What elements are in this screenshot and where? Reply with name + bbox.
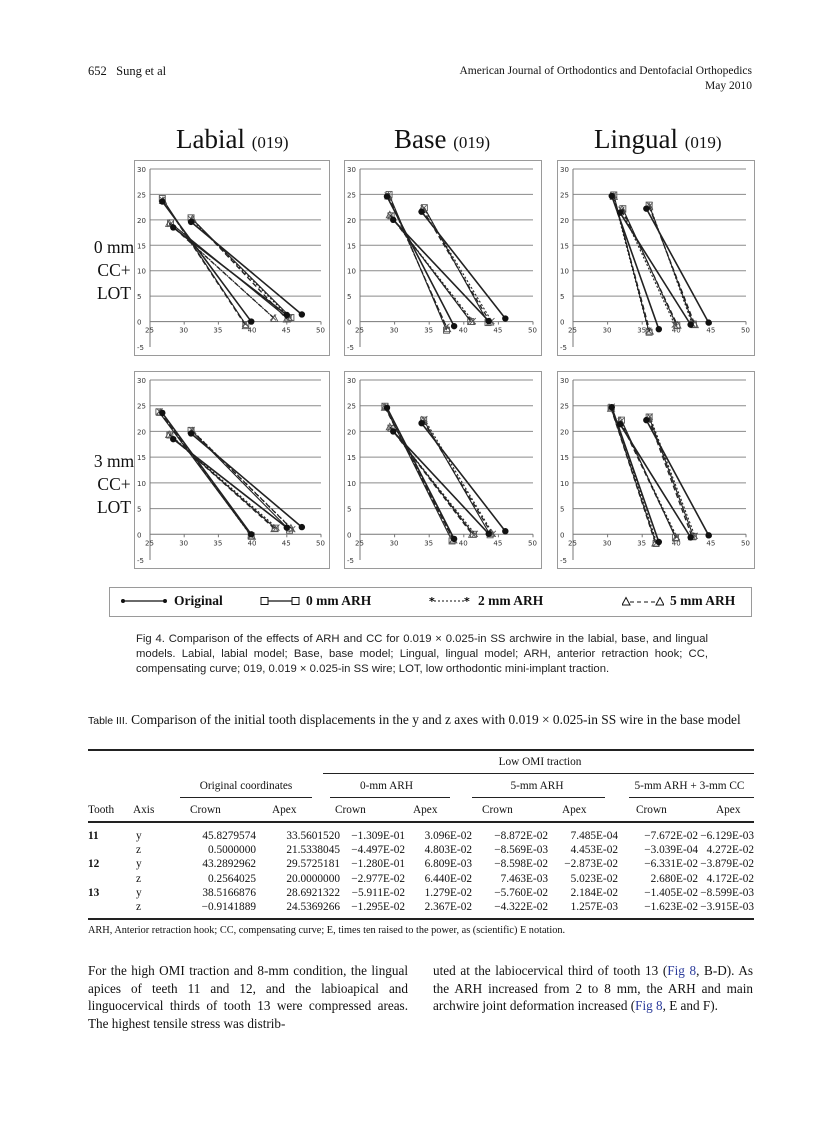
body-text: , E and F). (662, 998, 718, 1014)
table-label: Table III. (88, 715, 128, 727)
value-cell: −1.295E-02 (351, 901, 405, 913)
value-cell: −3.915E-03 (700, 901, 754, 913)
svg-text:25: 25 (568, 539, 577, 548)
value-cell: 43.2892962 (202, 858, 256, 871)
value-cell: −8.872E-02 (494, 830, 548, 842)
original-line-icon (120, 596, 168, 606)
value-cell: 29.5725181 (286, 858, 340, 871)
svg-text:50: 50 (741, 539, 750, 548)
svg-text:40: 40 (458, 326, 468, 335)
value-cell: −6.331E-02 (644, 858, 698, 871)
group-header-5mm: 5-mm ARH (510, 780, 564, 792)
group-rule (180, 797, 312, 798)
svg-text:0: 0 (137, 531, 142, 540)
data-table (88, 753, 754, 923)
svg-text:0: 0 (137, 318, 142, 327)
svg-text:10: 10 (347, 267, 356, 276)
legend-label: 2 mm ARH (478, 593, 544, 608)
svg-text:5: 5 (137, 505, 142, 514)
axis-cell: y (136, 858, 142, 871)
value-cell: 6.440E-02 (424, 872, 472, 885)
table-title (88, 711, 754, 730)
axis-cell: y (136, 830, 142, 842)
svg-text:20: 20 (560, 216, 569, 225)
svg-text:10: 10 (137, 479, 146, 488)
svg-text:-5: -5 (137, 344, 144, 352)
svg-text:25: 25 (347, 191, 356, 200)
value-cell: −3.879E-02 (700, 858, 754, 871)
svg-text:30: 30 (137, 166, 146, 174)
title-main: Labial (176, 124, 245, 154)
value-cell: 20.0000000 (286, 872, 340, 885)
value-cell: 24.5369266 (286, 901, 340, 913)
chart-base-0mm (344, 160, 542, 356)
svg-text:45: 45 (281, 326, 291, 335)
svg-text:5: 5 (560, 505, 565, 514)
svg-text:-5: -5 (347, 344, 354, 352)
svg-text:45: 45 (493, 326, 503, 335)
value-cell: −5.760E-02 (494, 886, 548, 899)
svg-text:25: 25 (137, 402, 146, 411)
value-cell: 4.803E-02 (424, 844, 472, 857)
svg-text:30: 30 (602, 326, 612, 335)
svg-text:50: 50 (528, 539, 537, 548)
svg-text:30: 30 (179, 539, 189, 548)
axis-cell: z (136, 901, 142, 913)
svg-text:30: 30 (389, 326, 399, 335)
triangle-marker-dashed-line-icon (622, 596, 664, 606)
title-sub: (019) (684, 133, 722, 152)
tooth-cell: 11 (88, 830, 99, 842)
axis-cell: y (136, 886, 142, 899)
journal-name: American Journal of Orthodontics and Dentofacial Orthopedics (459, 65, 752, 77)
svg-text:35: 35 (424, 539, 434, 548)
svg-text:30: 30 (602, 539, 612, 548)
running-header-left: 652 Sung et al (88, 64, 167, 78)
svg-text:30: 30 (347, 166, 356, 174)
value-cell: −5.911E-02 (351, 886, 405, 899)
svg-text:45: 45 (706, 539, 716, 548)
legend-2mm-arh (428, 593, 543, 609)
row-label-line: CC+ (97, 260, 131, 280)
title-main: Lingual (594, 124, 678, 154)
group-rule (472, 797, 605, 798)
svg-text:15: 15 (137, 242, 146, 251)
svg-text:30: 30 (179, 326, 189, 335)
row-label-line: 3 mm (93, 451, 135, 471)
value-cell: −2.977E-02 (351, 872, 405, 885)
svg-text:40: 40 (671, 539, 681, 548)
chart-legend (109, 587, 752, 617)
svg-text:50: 50 (741, 326, 750, 335)
column-title-labial (176, 124, 289, 155)
svg-text:5: 5 (560, 293, 565, 302)
value-cell: −0.9141889 (201, 901, 256, 913)
col-header-apex: Apex (716, 804, 741, 816)
svg-text:45: 45 (493, 539, 503, 548)
column-title-base (394, 124, 490, 155)
legend-original (120, 593, 223, 609)
svg-text:25: 25 (347, 402, 356, 411)
svg-text:20: 20 (137, 428, 146, 437)
svg-text:35: 35 (213, 539, 223, 548)
row-label-line: 0 mm (93, 237, 135, 257)
axis-cell: z (136, 872, 142, 885)
value-cell: 5.023E-02 (570, 872, 618, 885)
svg-text:50: 50 (528, 326, 537, 335)
super-header: Low OMI traction (498, 756, 582, 768)
legend-label: Original (174, 593, 223, 608)
svg-text:15: 15 (347, 242, 356, 251)
title-sub: (019) (453, 133, 491, 152)
figure-link[interactable]: Fig 8 (667, 963, 697, 978)
value-cell: −4.497E-02 (351, 844, 405, 857)
value-cell: 4.272E-02 (706, 844, 754, 857)
legend-5mm-arh (622, 593, 735, 609)
svg-text:-5: -5 (560, 344, 567, 352)
value-cell: −4.322E-02 (494, 901, 548, 913)
body-text-left: For the high OMI traction and 8-mm condition, the lingual apices of teeth 11 and 12, and the labioapical and linguocervical thirds of tooth 13 were compressed areas. The highest tensile stress was distrib- (88, 963, 408, 1031)
svg-text:10: 10 (347, 479, 356, 488)
value-cell: −1.623E-02 (644, 901, 698, 913)
legend-label: 5 mm ARH (670, 593, 736, 608)
col-header-crown: Crown (636, 804, 667, 816)
value-cell: −8.598E-02 (494, 858, 548, 871)
chart-lingual-3mm (557, 371, 755, 569)
value-cell: −7.672E-02 (644, 830, 698, 842)
group-rule (330, 797, 450, 798)
value-cell: 3.096E-02 (424, 830, 472, 842)
figure-caption: Fig 4. Comparison of the effects of ARH and CC for 0.019 × 0.025-in SS archwire in the labial, base, and lingual models. Labial, labial model; Base, base model; Lingual, lingual model; ARH, anterior retraction hook; CC, compensating curve; 019, 0.019 × 0.025-in SS wire; LOT, low orthodontic mini-implant traction. (136, 633, 708, 676)
svg-text:0: 0 (560, 531, 565, 540)
svg-text:25: 25 (355, 539, 364, 548)
row-label-line: CC+ (97, 474, 131, 494)
svg-text:35: 35 (637, 539, 647, 548)
svg-text:*: * (429, 596, 435, 606)
value-cell: 1.257E-03 (570, 901, 618, 913)
value-cell: −8.569E-03 (494, 844, 548, 857)
value-cell: −6.129E-03 (700, 830, 754, 842)
asterisk-marker-dotted-line-icon (428, 596, 472, 606)
value-cell: −8.599E-03 (700, 886, 754, 899)
svg-text:0: 0 (347, 318, 352, 327)
title-sub: (019) (251, 133, 289, 152)
svg-text:25: 25 (137, 191, 146, 200)
value-cell: 28.6921322 (286, 886, 340, 899)
svg-text:15: 15 (560, 242, 569, 251)
col-header-apex: Apex (272, 804, 297, 816)
value-cell: 7.463E-03 (500, 872, 548, 885)
svg-text:10: 10 (137, 267, 146, 276)
figure-link[interactable]: Fig 8 (635, 998, 663, 1014)
svg-text:25: 25 (560, 191, 569, 200)
tooth-cell: 12 (88, 858, 100, 871)
value-cell: 21.5338045 (286, 844, 340, 857)
body-text: uted at the labiocervical third of tooth 13 ( (433, 963, 668, 978)
value-cell: −1.309E-01 (351, 830, 405, 842)
value-cell: 0.2564025 (207, 872, 256, 885)
svg-text:40: 40 (247, 539, 257, 548)
svg-text:30: 30 (389, 539, 399, 548)
tooth-cell: 13 (88, 886, 100, 899)
header-bottom-rule (88, 821, 754, 823)
value-cell: 6.809E-03 (424, 858, 472, 871)
svg-text:30: 30 (137, 377, 146, 385)
svg-text:45: 45 (281, 539, 291, 548)
col-header-apex: Apex (413, 804, 438, 816)
square-marker-line-icon (260, 596, 300, 606)
value-cell: 4.172E-02 (706, 872, 754, 885)
col-header-crown: Crown (335, 804, 366, 816)
svg-text:*: * (464, 596, 470, 606)
svg-text:5: 5 (137, 293, 142, 302)
value-cell: 33.5601520 (286, 830, 340, 842)
value-cell: −1.280E-01 (351, 858, 405, 871)
value-cell: 45.8279574 (202, 830, 256, 842)
svg-text:10: 10 (560, 479, 569, 488)
svg-text:35: 35 (637, 326, 647, 335)
group-rule (629, 797, 754, 798)
svg-text:25: 25 (560, 402, 569, 411)
svg-text:20: 20 (347, 216, 356, 225)
col-header-crown: Crown (482, 804, 513, 816)
value-cell: 1.279E-02 (424, 886, 472, 899)
value-cell: 2.367E-02 (424, 901, 472, 913)
group-header-5mm-3cc: 5-mm ARH + 3-mm CC (634, 780, 745, 792)
table-top-rule (88, 749, 754, 751)
svg-text:-5: -5 (137, 557, 144, 565)
value-cell: 4.453E-02 (570, 844, 618, 857)
svg-text:20: 20 (347, 428, 356, 437)
value-cell: −2.873E-02 (564, 858, 618, 871)
svg-text:40: 40 (247, 326, 257, 335)
col-header-axis: Axis (133, 804, 155, 816)
svg-text:30: 30 (347, 377, 356, 385)
group-header-0mm: 0-mm ARH (359, 780, 414, 792)
running-header-right (459, 64, 752, 94)
chart-labial-0mm (134, 160, 330, 356)
svg-text:0: 0 (347, 531, 352, 540)
group-header-original: Original coordinates (199, 780, 293, 792)
legend-label: 0 mm ARH (306, 593, 372, 608)
svg-text:-5: -5 (347, 557, 354, 565)
svg-text:15: 15 (137, 454, 146, 463)
value-cell: −1.405E-02 (644, 886, 698, 899)
svg-text:-5: -5 (560, 557, 567, 565)
row-label-line: LOT (96, 283, 132, 303)
value-cell: 2.184E-02 (570, 886, 618, 899)
svg-text:35: 35 (213, 326, 223, 335)
table-title-text: Comparison of the initial tooth displacements in the y and z axes with 0.019 × 0.025-in SS wire in the base model (131, 712, 741, 727)
svg-text:10: 10 (560, 267, 569, 276)
svg-text:20: 20 (137, 216, 146, 225)
svg-text:45: 45 (706, 326, 716, 335)
value-cell: 0.5000000 (207, 844, 256, 857)
svg-text:40: 40 (458, 539, 468, 548)
svg-text:20: 20 (560, 428, 569, 437)
title-main: Base (394, 124, 447, 154)
table-bottom-rule (88, 918, 754, 920)
svg-text:25: 25 (568, 326, 577, 335)
svg-text:25: 25 (355, 326, 364, 335)
body-text-right (433, 962, 753, 1015)
super-header-rule (323, 773, 754, 774)
table-footnote: ARH, Anterior retraction hook; CC, compensating curve; E, times ten raised to the power, as (scientific) E notation. (88, 925, 566, 936)
svg-text:15: 15 (560, 454, 569, 463)
svg-text:30: 30 (560, 377, 569, 385)
axis-cell: z (136, 844, 142, 857)
svg-text:25: 25 (145, 539, 154, 548)
chart-labial-3mm (134, 371, 330, 569)
chart-base-3mm (344, 371, 542, 569)
chart-lingual-0mm (557, 160, 755, 356)
value-cell: 2.680E-02 (650, 872, 698, 885)
body-text: , B-D). As the ARH increased from 2 to 8 mm, the ARH and main archwire joint deformation increased ( (433, 963, 754, 1014)
svg-text:5: 5 (347, 293, 352, 302)
value-cell: −3.039E-04 (644, 844, 698, 857)
issue-date: May 2010 (705, 80, 752, 92)
svg-text:30: 30 (560, 166, 569, 174)
col-header-crown: Crown (190, 804, 221, 816)
svg-text:50: 50 (316, 326, 325, 335)
svg-text:15: 15 (347, 454, 356, 463)
svg-text:25: 25 (145, 326, 154, 335)
row-label-line: LOT (96, 497, 132, 517)
svg-text:40: 40 (671, 326, 681, 335)
svg-text:0: 0 (560, 318, 565, 327)
svg-text:5: 5 (347, 505, 352, 514)
svg-text:35: 35 (424, 326, 434, 335)
svg-text:50: 50 (316, 539, 325, 548)
value-cell: 7.485E-04 (570, 830, 618, 842)
value-cell: 38.5166876 (202, 886, 256, 899)
col-header-tooth: Tooth (88, 804, 115, 816)
col-header-apex: Apex (562, 804, 587, 816)
column-title-lingual (594, 124, 722, 155)
legend-0mm-arh (260, 593, 371, 609)
